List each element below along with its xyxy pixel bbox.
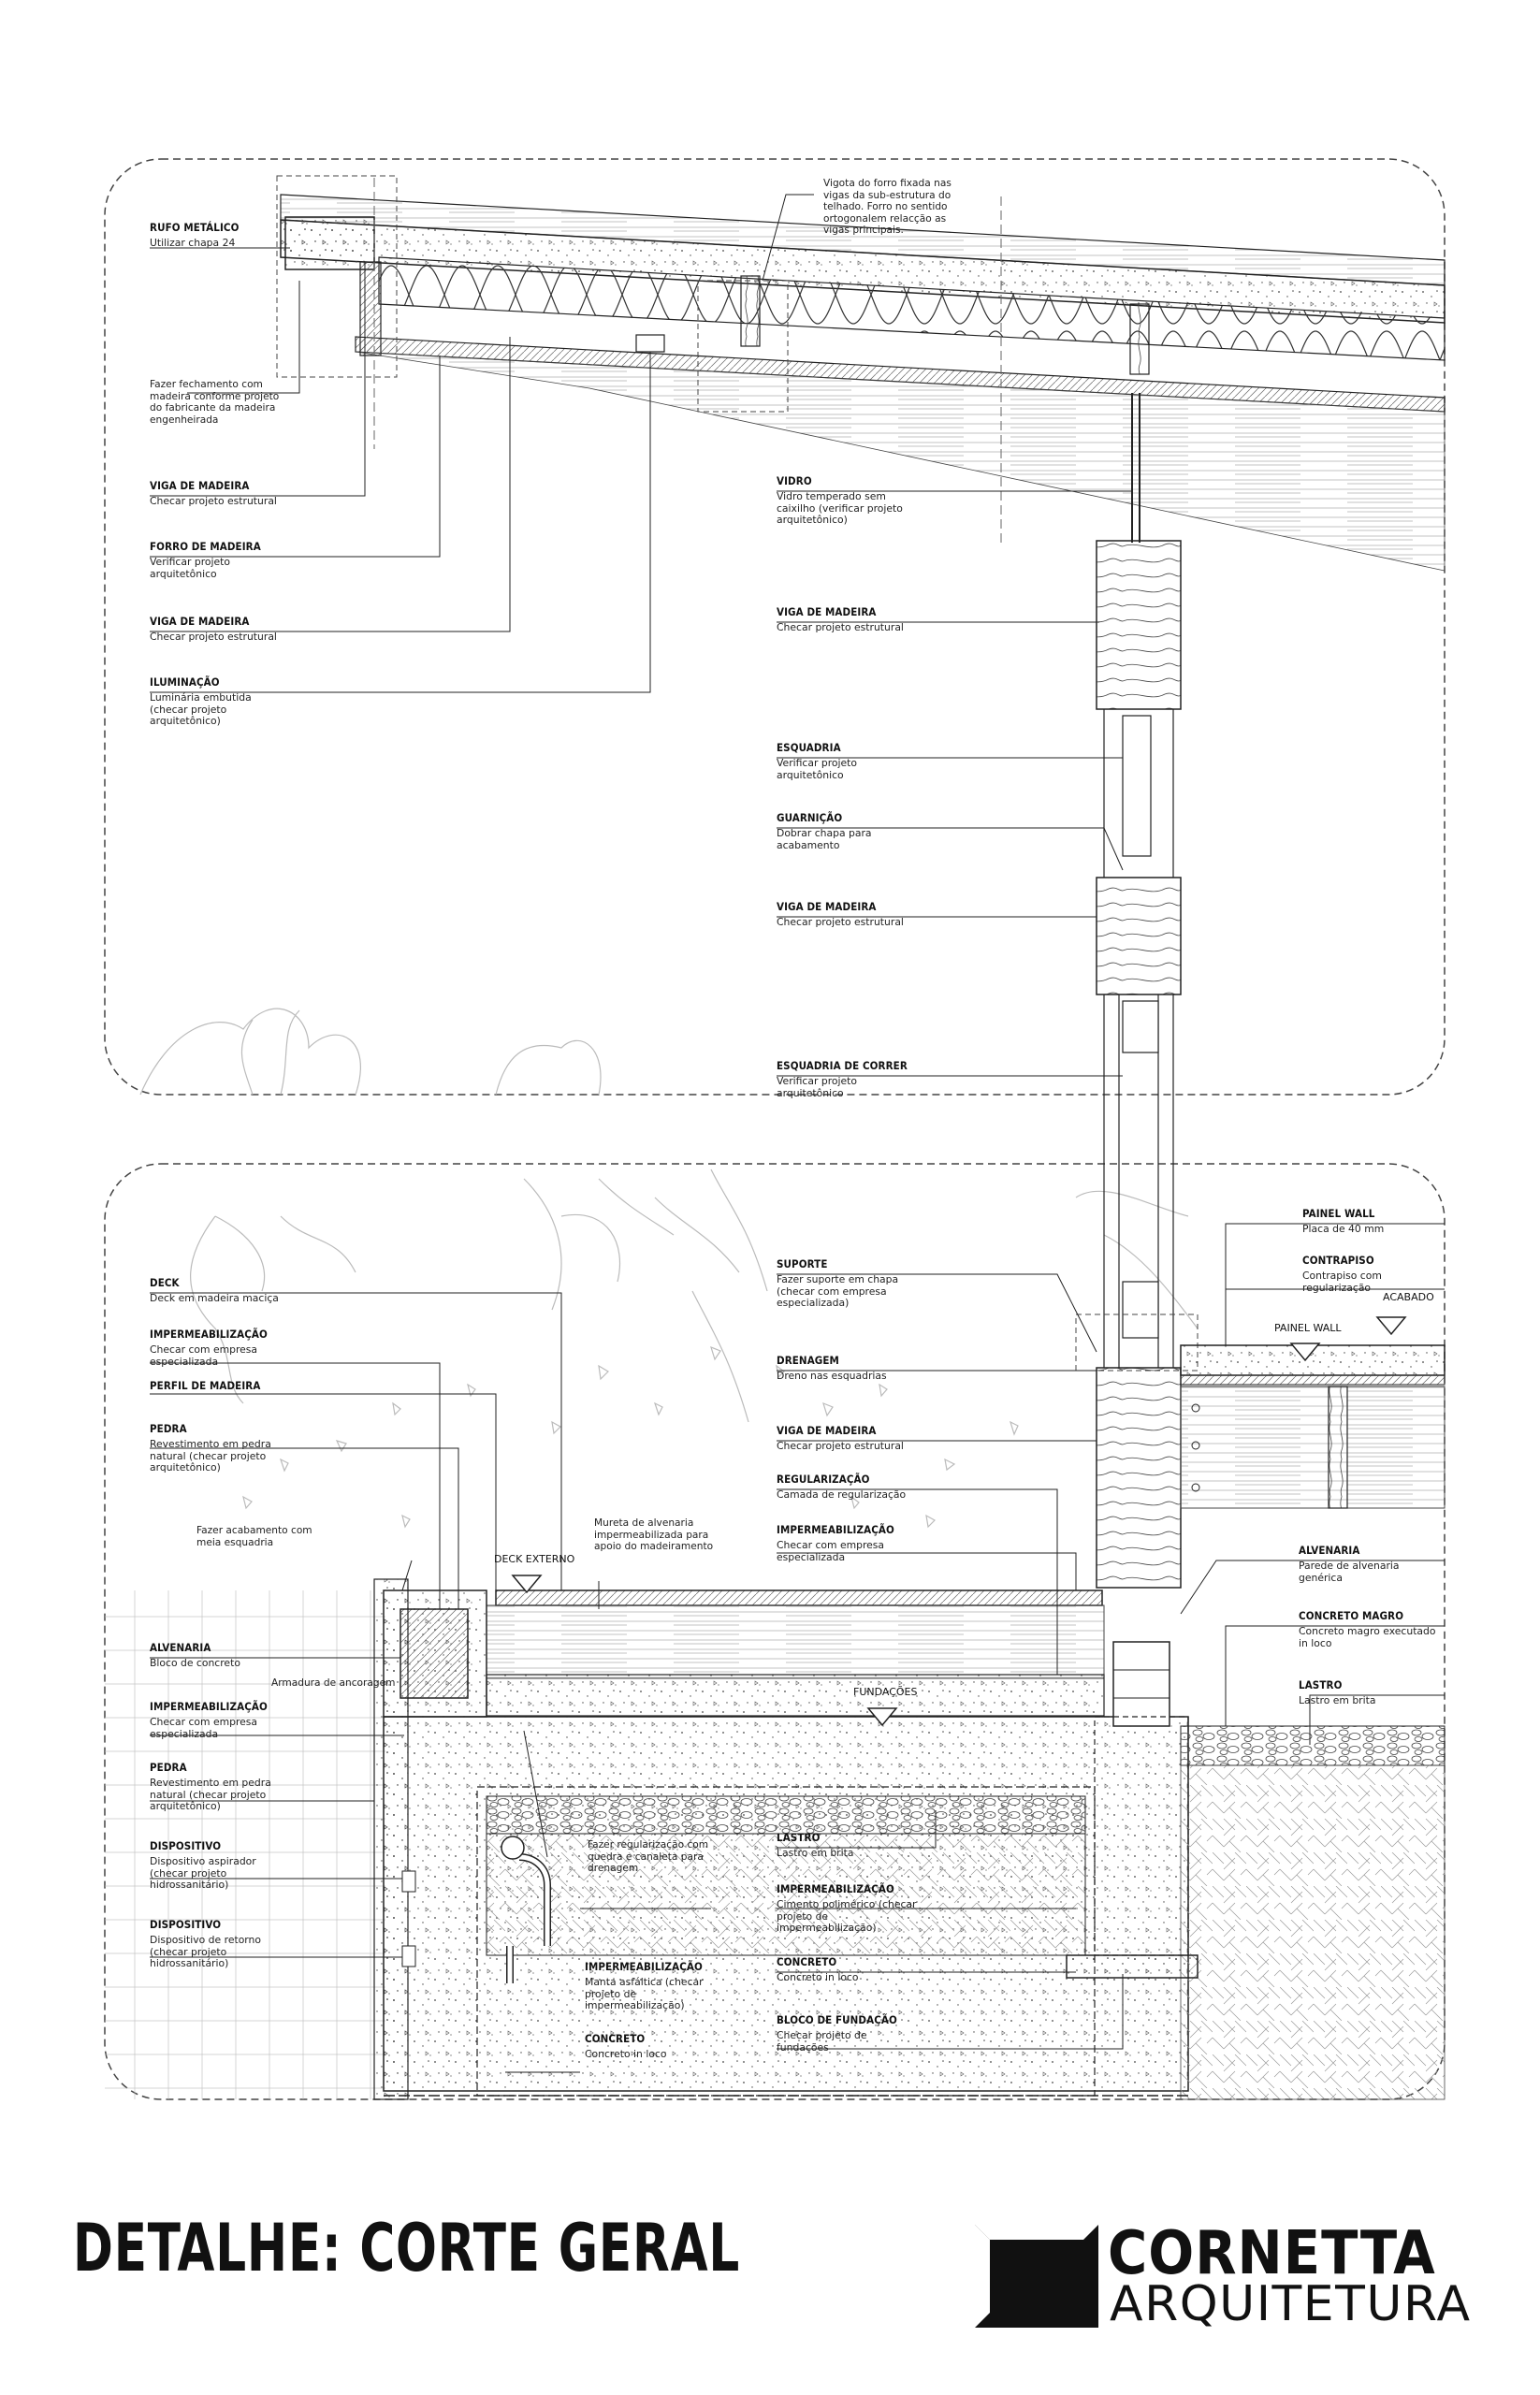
label-bloco-fundacao — [777, 2013, 1001, 2054]
label-esquadria-correr — [777, 1059, 1001, 1099]
brand-logo — [975, 2219, 1472, 2332]
label-desc: Concreto magro executado in loco — [1299, 1625, 1436, 1649]
label-desc: Concreto in loco — [777, 1971, 859, 1983]
label-desc: Luminária embutida (checar projeto arquitetônico) — [150, 691, 252, 727]
note-meia-esquadria: Fazer acabamento com meia esquadria — [196, 1525, 312, 1548]
label-suporte — [777, 1257, 1001, 1310]
label-concreto-2 — [585, 2032, 772, 2061]
label-title: IMPERMEABILIZAÇÃO — [150, 1700, 268, 1713]
label-title: LASTRO — [777, 1831, 821, 1844]
label-title: PAINEL WALL — [1302, 1207, 1375, 1220]
label-title: VIDRO — [777, 474, 812, 487]
label-drenagem — [777, 1354, 1001, 1383]
label-title: CONTRAPISO — [1302, 1254, 1374, 1267]
label-desc: Verificar projeto arquitetônico — [150, 556, 230, 580]
label-rufo-metalico — [150, 221, 374, 250]
label-desc: Checar com empresa especializada — [150, 1716, 258, 1740]
label-guarnicao — [777, 811, 1001, 851]
label-desc: Manta asfáltica (checar projeto de impermeabilização) — [585, 1976, 704, 2011]
label-title: REGULARIZAÇÃO — [777, 1473, 870, 1486]
label-desc: Checar projeto de fundações — [777, 2029, 867, 2054]
label-alvenaria-2 — [150, 1641, 374, 1670]
label-impermeabilizacao-5 — [585, 1960, 772, 2012]
label-desc: Fazer suporte em chapa (checar com empresa especializada) — [777, 1273, 899, 1309]
label-lastro-2 — [777, 1831, 1001, 1860]
note-armadura-ancoragem: Armadura de ancoragem — [271, 1677, 396, 1689]
label-desc: Checar projeto estrutural — [150, 495, 277, 507]
label-painel-wall — [1302, 1207, 1443, 1236]
label-esquadria — [777, 741, 1001, 781]
label-deck — [150, 1276, 374, 1305]
label-impermeabilizacao-3 — [150, 1700, 374, 1740]
label-viga-madeira-1 — [150, 479, 374, 508]
label-title: BLOCO DE FUNDAÇÃO — [777, 2013, 897, 2026]
label-title: CONCRETO — [585, 2032, 646, 2045]
label-desc: Dispositivo aspirador (checar projeto hidrossanitário) — [150, 1855, 256, 1891]
label-title: ALVENARIA — [150, 1641, 211, 1654]
label-desc: Parede de alvenaria genérica — [1299, 1560, 1400, 1584]
label-pedra-2 — [150, 1761, 374, 1813]
label-dispositivo-2 — [150, 1918, 374, 1970]
label-title: FORRO DE MADEIRA — [150, 540, 261, 553]
label-viga-madeira-2 — [150, 615, 374, 644]
label-desc: Checar projeto estrutural — [777, 916, 904, 928]
label-viga-madeira-3 — [777, 605, 1001, 634]
label-desc: Vidro temperado sem caixilho (verificar projeto arquitetônico) — [777, 490, 903, 526]
label-contrapiso — [1302, 1254, 1443, 1294]
brand-subtitle: ARQUITETURA — [1110, 2276, 1472, 2332]
label-desc: Deck em madeira maciça — [150, 1292, 279, 1304]
label-title: RUFO METÁLICO — [150, 221, 240, 234]
label-viga-madeira-4 — [777, 900, 1001, 929]
level-fundacoes: FUNDAÇÕES — [853, 1686, 918, 1698]
label-desc: Lastro em brita — [1299, 1694, 1376, 1706]
label-title: ILUMINAÇÃO — [150, 675, 220, 689]
label-desc: Verificar projeto arquitetônico — [777, 757, 857, 781]
label-desc: Checar com empresa especializada — [150, 1343, 258, 1368]
label-concreto-magro — [1299, 1609, 1444, 1649]
label-title: VIGA DE MADEIRA — [777, 900, 877, 913]
label-title: VIGA DE MADEIRA — [777, 605, 877, 618]
label-impermeabilizacao-4 — [777, 1882, 1001, 1935]
label-desc: Dobrar chapa para acabamento — [777, 827, 872, 851]
label-dispositivo-1 — [150, 1839, 374, 1892]
label-desc: Checar com empresa especializada — [777, 1539, 885, 1563]
note-fechamento-madeira: Fazer fechamento com madeira conforme projeto do fabricante da madeira engenheirada — [150, 379, 280, 426]
level-acabado: ACABADO — [1383, 1291, 1434, 1303]
label-desc: Checar projeto estrutural — [150, 631, 277, 643]
level-painel-wall: PAINEL WALL — [1274, 1322, 1342, 1334]
label-pedra-1 — [150, 1422, 374, 1474]
wall-assembly — [1076, 393, 1198, 1588]
label-desc: Contrapiso com regularização — [1302, 1270, 1382, 1294]
label-title: DRENAGEM — [777, 1354, 839, 1367]
label-title: PEDRA — [150, 1761, 187, 1774]
label-title: VIGA DE MADEIRA — [150, 615, 250, 628]
label-desc: Dispositivo de retorno (checar projeto hidrossanitário) — [150, 1934, 261, 1969]
note-vigota-forro: Vigota do forro fixada nas vigas da sub-estrutura do telhado. Forro no sentido ortogonalem relacção as vigas principais. — [823, 178, 952, 236]
brand-name: CORNETTA — [1108, 2219, 1436, 2288]
label-title: ALVENARIA — [1299, 1544, 1360, 1557]
note-regularizacao-drenagem: Fazer regularização com quedra e canaleta para drenagem — [588, 1839, 709, 1874]
label-impermeabilizacao-2 — [777, 1523, 1001, 1563]
label-title: IMPERMEABILIZAÇÃO — [777, 1523, 894, 1536]
label-desc: Concreto in loco — [585, 2048, 667, 2060]
label-title: ESQUADRIA — [777, 741, 841, 754]
label-title: CONCRETO — [777, 1955, 837, 1968]
label-desc: Placa de 40 mm — [1302, 1223, 1385, 1235]
note-mureta-alvenaria: Mureta de alvenaria impermeabilizada para apoio do madeiramento — [594, 1517, 714, 1552]
label-title: IMPERMEABILIZAÇÃO — [777, 1882, 894, 1895]
label-desc: Camada de regularização — [777, 1488, 907, 1501]
label-title: LASTRO — [1299, 1678, 1343, 1691]
label-desc: Revestimento em pedra natural (checar projeto arquitetônico) — [150, 1438, 271, 1473]
level-deck-externo: DECK EXTERNO — [494, 1553, 575, 1565]
label-title: PERFIL DE MADEIRA — [150, 1379, 261, 1392]
label-title: DISPOSITIVO — [150, 1918, 222, 1931]
label-title: VIGA DE MADEIRA — [150, 479, 250, 492]
page-title: DETALHE: CORTE GERAL — [73, 2210, 741, 2286]
label-iluminacao — [150, 675, 374, 728]
label-desc: Dreno nas esquadrias — [777, 1370, 887, 1382]
label-impermeabilizacao-1 — [150, 1328, 374, 1368]
label-title: IMPERMEABILIZAÇÃO — [585, 1960, 703, 1973]
label-desc: Checar projeto estrutural — [777, 1440, 904, 1452]
label-desc: Checar projeto estrutural — [777, 621, 904, 633]
label-desc: Revestimento em pedra natural (checar projeto arquitetônico) — [150, 1777, 271, 1812]
label-vidro — [777, 474, 1001, 527]
label-lastro-1 — [1299, 1678, 1444, 1707]
label-desc: Utilizar chapa 24 — [150, 237, 236, 249]
interior-floor — [1181, 1345, 1445, 1508]
label-title: IMPERMEABILIZAÇÃO — [150, 1328, 268, 1341]
label-title: GUARNIÇÃO — [777, 811, 843, 824]
label-title: CONCRETO MAGRO — [1299, 1609, 1404, 1622]
label-concreto-1 — [777, 1955, 1001, 1984]
label-title: DECK — [150, 1276, 180, 1289]
label-viga-madeira-5 — [777, 1424, 1001, 1453]
label-perfil-madeira — [150, 1379, 374, 1392]
label-title: PEDRA — [150, 1422, 187, 1435]
label-regularizacao — [777, 1473, 1001, 1502]
label-desc: Cimento polimérico (checar projeto de impermeabilização) — [777, 1898, 917, 1934]
label-title: SUPORTE — [777, 1257, 828, 1270]
label-desc: Bloco de concreto — [150, 1657, 240, 1669]
label-title: DISPOSITIVO — [150, 1839, 222, 1852]
label-alvenaria-1 — [1299, 1544, 1444, 1584]
label-forro-madeira — [150, 540, 374, 580]
label-title: VIGA DE MADEIRA — [777, 1424, 877, 1437]
label-desc: Verificar projeto arquitetônico — [777, 1075, 857, 1099]
label-title: ESQUADRIA DE CORRER — [777, 1059, 908, 1072]
label-desc: Lastro em brita — [777, 1847, 854, 1859]
